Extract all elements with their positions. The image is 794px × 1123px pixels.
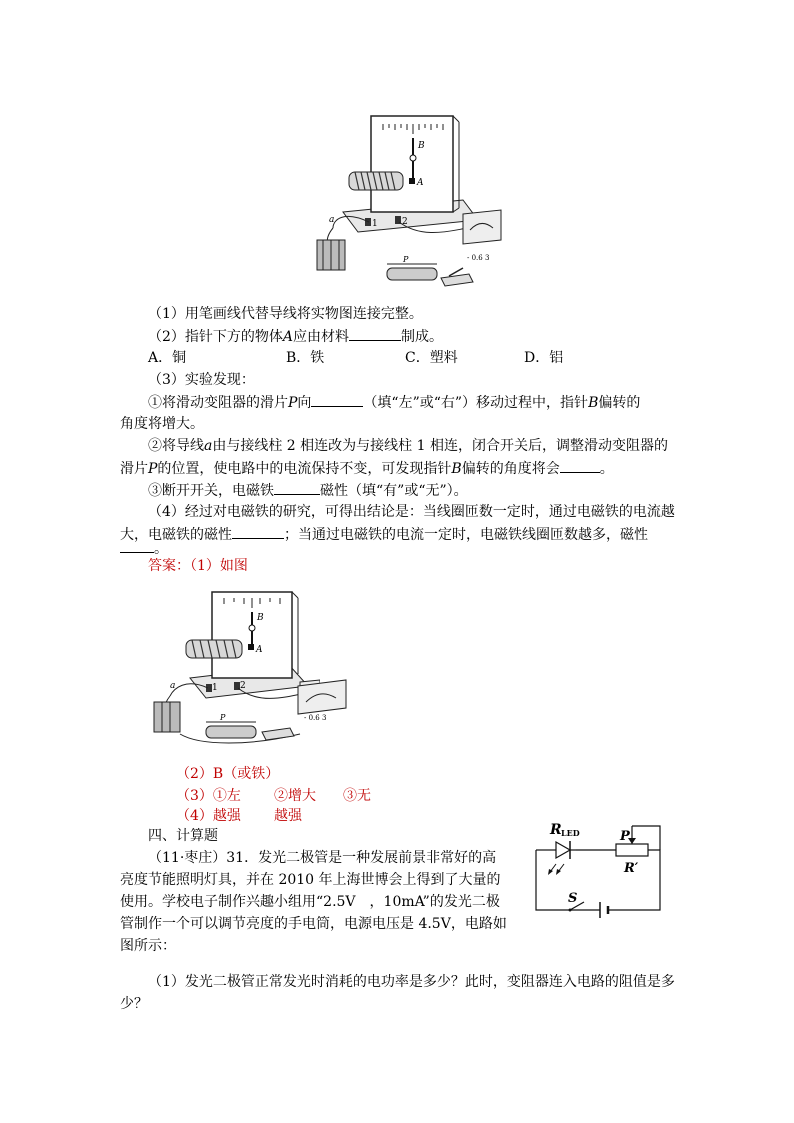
section-4-title: 四、计算题 bbox=[148, 828, 218, 844]
q4-c: ；当通过电磁铁的电流一定时，电磁铁线圈匝数越多，磁性 bbox=[284, 527, 648, 543]
q4-b: 大，电磁铁的磁性 bbox=[120, 527, 232, 543]
label-led: LED bbox=[561, 828, 580, 838]
option-d: D．铝 bbox=[524, 350, 564, 366]
s2-a: ②将导线 bbox=[148, 438, 204, 454]
q4-blank1 bbox=[232, 524, 284, 539]
calc-line2: 亮度节能照明灯具，并在 2010 年上海世博会上得到了大量的 bbox=[120, 872, 501, 888]
svg-text:A: A bbox=[256, 645, 263, 655]
led-circuit-diagram bbox=[528, 818, 672, 918]
answer-3-3: ③无 bbox=[343, 788, 371, 804]
s2-blank bbox=[560, 458, 600, 473]
svg-text:A: A bbox=[417, 178, 424, 188]
svg-text:- 0.6 3: - 0.6 3 bbox=[467, 254, 490, 262]
calc-q1-line1: （1）发光二极管正常发光时消耗的电功率是多少？此时，变阻器连入电路的阻值是多 bbox=[148, 974, 675, 990]
s2-h: 偏转的角度将会 bbox=[461, 461, 560, 477]
answer-3-1: （3）①左 bbox=[176, 788, 241, 804]
q2-text bbox=[148, 326, 443, 347]
s3-b: 磁性（填“有”或“无”）。 bbox=[320, 483, 468, 499]
label-r-prime: R′ bbox=[624, 861, 639, 876]
q3-step1-line1 bbox=[148, 392, 640, 413]
q3-step1-line2: 角度将增大。 bbox=[120, 416, 204, 432]
q4-line2 bbox=[120, 524, 648, 545]
answer-heading: 答案：（1）如图 bbox=[148, 558, 248, 574]
option-c: C．塑料 bbox=[405, 350, 458, 366]
calc-line5: 图所示： bbox=[120, 938, 176, 954]
answer-2: （2）B（或铁） bbox=[176, 766, 280, 782]
s3-a: ③断开开关，电磁铁 bbox=[148, 483, 274, 499]
s2-var-p: P bbox=[148, 461, 158, 477]
svg-text:1: 1 bbox=[212, 683, 218, 693]
answer-meter bbox=[296, 678, 350, 720]
s1-var-p: P bbox=[288, 395, 298, 411]
s2-d: 滑片 bbox=[120, 461, 148, 477]
s3-blank bbox=[274, 480, 320, 495]
calc-line4: 管制作一个可以调节亮度的手电筒，电源电压是 4.5V，电路如 bbox=[120, 916, 507, 932]
svg-text:- 0.6 3: - 0.6 3 bbox=[304, 714, 327, 720]
svg-text:P: P bbox=[220, 713, 226, 722]
svg-text:1: 1 bbox=[372, 219, 378, 229]
s1-blank bbox=[311, 392, 363, 407]
q3-heading: （3）实验发现： bbox=[148, 372, 255, 388]
s2-c: 由与接线柱 2 相连改为与接线柱 1 相连，闭合开关后，调整滑动变阻器的 bbox=[212, 438, 668, 454]
svg-text:a: a bbox=[329, 215, 335, 225]
q4-d: 。 bbox=[154, 541, 168, 557]
s1-c: 向 bbox=[297, 395, 312, 411]
q3-step3 bbox=[148, 480, 468, 501]
svg-text:B: B bbox=[418, 141, 425, 151]
answer-3-2: ②增大 bbox=[274, 788, 316, 804]
s2-var-a: a bbox=[204, 438, 213, 454]
s2-f: 的位置，使电路中的电流保持不变，可发现指针 bbox=[157, 461, 452, 477]
apparatus-figure-top bbox=[303, 110, 503, 302]
s1-var-b: B bbox=[588, 395, 599, 411]
s2-var-b: B bbox=[451, 461, 462, 477]
svg-text:B: B bbox=[257, 613, 264, 623]
answer-4-2: 越强 bbox=[274, 808, 302, 824]
q4-line1: （4）经过对电磁铁的研究，可得出结论是：当线圈匝数一定时，通过电磁铁的电流越 bbox=[148, 504, 675, 520]
q2-var-a: A bbox=[282, 329, 294, 345]
option-b: B．铁 bbox=[286, 350, 325, 366]
label-s: S bbox=[568, 891, 578, 906]
svg-text:a: a bbox=[170, 681, 176, 691]
q2-part-d: 制成。 bbox=[401, 329, 444, 345]
svg-text:2: 2 bbox=[402, 217, 408, 227]
calc-line1: （11·枣庄）31．发光二极管是一种发展前景非常好的高 bbox=[148, 850, 497, 866]
q4-blank2 bbox=[120, 538, 154, 553]
q2-blank bbox=[349, 326, 401, 341]
calc-q1-line2: 少？ bbox=[120, 996, 148, 1012]
label-p: P bbox=[620, 829, 630, 844]
option-a: A．铜 bbox=[148, 350, 187, 366]
s1-d: （填“左”或“右”）移动过程中，指针 bbox=[363, 395, 589, 411]
answer-4-1: （4）越强 bbox=[176, 808, 241, 824]
q1-text: （1）用笔画线代替导线将实物图连接完整。 bbox=[148, 306, 423, 322]
q3-step2-line2 bbox=[120, 458, 614, 479]
svg-text:P: P bbox=[403, 255, 409, 264]
s2-i: 。 bbox=[599, 461, 614, 477]
s1-a: ①将滑动变阻器的滑片 bbox=[148, 395, 288, 411]
calc-line3: 使用。学校电子制作兴趣小组用“2.5V ，10mA”的发光二极 bbox=[120, 894, 500, 910]
q3-step2-line1 bbox=[148, 436, 668, 456]
q2-part-c: 应由材料 bbox=[293, 329, 350, 345]
s1-f: 偏转的 bbox=[598, 395, 641, 411]
svg-text:2: 2 bbox=[240, 681, 246, 691]
apparatus-figure-answer bbox=[150, 586, 320, 758]
label-r: R bbox=[550, 822, 562, 838]
q2-part-a: （2）指针下方的物体 bbox=[148, 329, 283, 345]
